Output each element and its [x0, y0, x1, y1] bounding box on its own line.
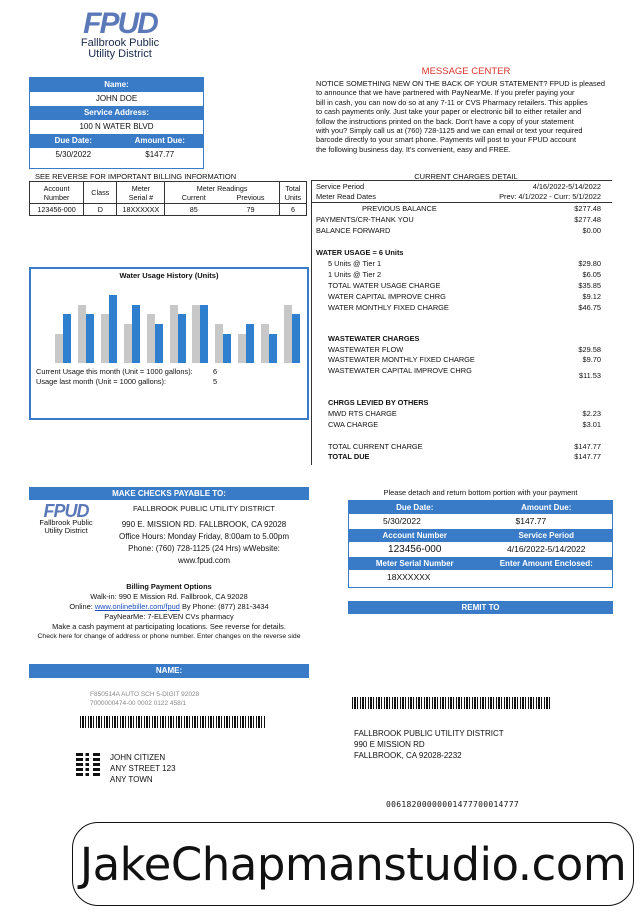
checks-phone: Phone: (760) 728-1125 (24 Hrs) wWebsite: [128, 544, 280, 553]
total-current-label: TOTAL CURRENT CHARGE [328, 442, 423, 451]
balance-forward-label: BALANCE FORWARD [316, 226, 391, 235]
payment-check-here: Check here for change of address or phone number. Enter changes on the reverse side [37, 633, 301, 640]
stub-meter-label: Meter Serial Number [375, 559, 454, 568]
th-account: Account Number [30, 182, 84, 204]
tier1: $29.80 [578, 259, 601, 268]
mailing-line2: 7000000474-00 0002 0122 458/1 [90, 700, 187, 707]
message-line: follow the instructions printed on the back. Don't have a copy of your statement [316, 116, 574, 126]
water-heading: WATER USAGE = 6 Units [316, 248, 404, 257]
stub-row1-values [349, 514, 612, 529]
name-bar: NAME: [29, 664, 309, 678]
stub-due-date: 5/30/2022 [383, 516, 421, 526]
account-box [29, 77, 204, 169]
usage-bar [86, 314, 94, 363]
amount-due-value: $147.77 [145, 150, 175, 159]
detach-note: Please detach and return bottom portion with your payment [383, 488, 578, 497]
remit-line2: 990 E MISSION RD [354, 740, 425, 749]
charges-detail [311, 180, 611, 465]
stub-meter: 18XXXXXX [387, 572, 431, 582]
checks-heading: MAKE CHECKS PAYABLE TO: [29, 487, 309, 500]
tier1-label: 5 Units @ Tier 1 [328, 259, 382, 268]
usage-bar [132, 305, 140, 364]
usage-bar [200, 305, 208, 364]
due-date-label: Due Date: [54, 136, 92, 145]
ww-flow-label: WASTEWATER FLOW [328, 345, 404, 354]
checks-hours: Office Hours: Monday Friday, 8:00am to 5.00pm [118, 532, 289, 541]
stub-service-period-label: Service Period [518, 531, 575, 540]
stub-row3-values [349, 570, 612, 585]
checks-logo [30, 503, 102, 539]
mailing-addr3: ANY TOWN [110, 775, 153, 784]
scanline: 00618200000001477700014777 [386, 800, 520, 809]
payments: $277.48 [574, 215, 601, 224]
stub-row1-header [349, 501, 612, 514]
service-address-label: Service Address: [30, 106, 203, 120]
amount-due-label: Amount Due: [134, 136, 185, 145]
usage-bar [269, 334, 277, 363]
payment-options [29, 582, 309, 642]
stub-due-date-label: Due Date: [396, 503, 434, 512]
payment-online: Online: www.onlinebiller.com/fpud By Phone: (877) 281-3434 [69, 602, 269, 611]
total-due-label: TOTAL DUE [328, 452, 370, 461]
message-center-title: MESSAGE CENTER [421, 66, 511, 77]
amount-enclosed-input[interactable] [500, 570, 613, 585]
usage-bar [55, 334, 63, 363]
checks-info [104, 503, 304, 567]
stub-service-period: 4/16/2022-5/14/2022 [507, 544, 586, 554]
message-line: with you? Simply call us at (760) 728-1125 and we can email or text your required [316, 126, 583, 136]
charges-heading: CURRENT CHARGES DETAIL [414, 172, 518, 181]
capital-label: WATER CAPITAL IMPROVE CHRG [328, 292, 446, 301]
monthly-fixed: $46.75 [578, 303, 601, 312]
usage-bar [238, 334, 246, 363]
ww-capital: $11.53 [578, 371, 601, 380]
previous-balance: $277.48 [574, 204, 601, 213]
message-line: NOTICE SOMETHING NEW ON THE BACK OF YOUR STATEMENT? FPUD is pleased [316, 79, 605, 88]
ww-capital-label: WASTEWATER CAPITAL IMPROVE CHRG [328, 366, 472, 375]
service-period-value: 4/16/2022-5/14/2022 [532, 182, 601, 191]
stub-row2-header [349, 529, 612, 542]
remit-address [354, 728, 504, 761]
logo-letters: FPUD [83, 7, 157, 40]
tier2: $6.05 [582, 270, 601, 279]
usage-bar [170, 305, 178, 364]
stub-account-label: Account Number [382, 531, 447, 540]
mwd: $2.23 [582, 409, 601, 418]
tier2-label: 1 Units @ Tier 2 [328, 270, 382, 279]
usage-bar [284, 305, 292, 364]
billing-info-heading: SEE REVERSE FOR IMPORTANT BILLING INFORMATION [35, 172, 237, 181]
checks-logo-line2: Utility District [44, 526, 88, 535]
last-usage-label: Usage last month (Unit = 1000 gallons): [36, 377, 167, 386]
capital: $9.12 [582, 292, 601, 301]
usage-bar [109, 295, 117, 363]
service-period-label: Service Period [316, 182, 365, 191]
th-meter: Meter Serial # [117, 182, 165, 204]
cwa: $3.01 [582, 420, 601, 429]
ww-monthly-label: WASTEWATER MONTHLY FIXED CHARGE [328, 355, 475, 364]
checks-address: 990 E. MISSION RD. FALLBROOK, CA 92028 [121, 520, 287, 529]
payments-label: PAYMENTS/CR-THANK YOU [316, 215, 414, 224]
stub-box [348, 500, 613, 588]
payment-walkin: Walk-in: 990 E Mission Rd. Fallbrook, CA 92028 [90, 592, 248, 601]
logo-line2: Utility District [88, 48, 152, 60]
usage-bar [178, 314, 186, 363]
qr-code-icon [76, 752, 100, 776]
remit-to-bar: REMIT TO [348, 601, 613, 614]
due-value-row [30, 148, 203, 162]
usage-bar [101, 314, 109, 363]
usage-bar [261, 324, 269, 363]
payment-cash: Make a cash payment at participating locations. See reverse for details. [52, 622, 286, 631]
message-line: barcode directly to your smart phone. Payments will post to your FPUD account [316, 135, 577, 145]
usage-bar [78, 305, 86, 364]
mailing-barcode [80, 716, 266, 728]
remit-barcode [352, 697, 552, 709]
due-date-value: 5/30/2022 [55, 150, 92, 159]
usage-bar [246, 324, 254, 363]
mailing-address [110, 752, 176, 785]
total-current: $147.77 [574, 442, 601, 451]
checks-name: FALLBROOK PUBLIC UTILITY DISTRICT [132, 504, 276, 513]
td-class: D [84, 204, 117, 216]
cwa-label: CWA CHARGE [328, 420, 379, 429]
name-label: Name: [30, 78, 203, 92]
usage-bar [192, 305, 200, 364]
chart-plot [53, 285, 305, 363]
payment-options-heading: Billing Payment Options [126, 582, 212, 591]
td-serial: 18XXXXXX [117, 204, 165, 216]
mailing-addr2: ANY STREET 123 [110, 764, 176, 773]
message-line: to cash payments only. Just take your paper or electronic bill to either retailer and [316, 107, 582, 117]
online-biller-link[interactable]: www.onlinebiller.com/fpud [94, 602, 180, 611]
stub-amount-due-label: Amount Due: [521, 503, 572, 512]
checks-website: www.fpud.com [177, 556, 231, 565]
message-line: the following business day. It's convenient, easy and FREE. [316, 144, 511, 154]
logo-line1: Fallbrook Public [80, 37, 160, 49]
mwd-label: MWD RTS CHARGE [328, 409, 397, 418]
watermark-text: JakeChapmanstudio.com [79, 837, 627, 891]
usage-bar [63, 314, 71, 363]
message-center [316, 66, 616, 154]
billing-table [29, 181, 307, 216]
name-value: JOHN DOE [95, 94, 138, 103]
meter-read-value: Prev: 4/1/2022 - Curr: 5/1/2022 [499, 192, 601, 201]
current-usage-value: 6 [213, 367, 218, 376]
mailing-line1: F850514A AUTO SCH 5-DIGIT 92028 [90, 691, 200, 698]
previous-balance-label: PREVIOUS BALANCE [362, 204, 437, 213]
others-heading: CHRGS LEVIED BY OTHERS [328, 398, 429, 407]
total-due: $147.77 [574, 452, 601, 461]
meter-read-label: Meter Read Dates [316, 192, 376, 201]
ww-heading: WASTEWATER CHARGES [328, 334, 420, 343]
stub-enclosed-label: Enter Amount Enclosed: [499, 559, 593, 568]
mailing-addr1: JOHN CITIZEN [110, 753, 166, 762]
current-usage-label: Current Usage this month (Unit = 1000 gallons): [36, 367, 193, 376]
chart-title: Water Usage History (Units) [119, 271, 219, 280]
th-total: Total Units [279, 182, 306, 204]
stub-row3-header [349, 557, 612, 570]
stub-account: 123456-000 [388, 544, 442, 555]
checks-logo-letters: FPUD [43, 501, 89, 521]
usage-bar [215, 324, 223, 363]
remit-line1: FALLBROOK PUBLIC UTILITY DISTRICT [354, 729, 504, 738]
ww-monthly: $9.70 [582, 355, 601, 364]
usage-bar [223, 334, 231, 363]
payment-paynearme: PayNearMe: 7-ELEVEN CVs pharmacy [104, 612, 234, 621]
stub-amount-due: $147.77 [515, 516, 547, 526]
total-usage: $35.85 [578, 281, 601, 290]
usage-bar [155, 324, 163, 363]
last-usage-value: 5 [213, 377, 218, 386]
th-class: Class [84, 182, 117, 204]
td-units: 6 [279, 204, 306, 216]
ww-flow: $29.58 [578, 345, 601, 354]
balance-forward: $0.00 [582, 226, 601, 235]
usage-bar [124, 324, 132, 363]
remit-line3: FALLBROOK, CA 92028-2232 [354, 751, 462, 760]
stub-row2-values [349, 542, 612, 557]
checks-logo-line1: Fallbrook Public [39, 518, 93, 527]
usage-bar [147, 314, 155, 363]
due-header-row [30, 134, 203, 148]
td-account: 123456-000 [30, 204, 84, 216]
service-address-value: 100 N WATER BLVD [79, 122, 154, 131]
total-usage-label: TOTAL WATER USAGE CHARGE [328, 281, 441, 290]
message-line: to announce that we have partnered with PayNearMe. If you prefer paying your [316, 88, 575, 98]
fpud-logo [62, 7, 178, 60]
monthly-fixed-label: WATER MONTHLY FIXED CHARGE [328, 303, 449, 312]
td-readings: 85 79 [165, 204, 280, 216]
th-readings: Meter Readings Current Previous [165, 182, 280, 204]
usage-chart-box [29, 267, 309, 420]
usage-bar [292, 314, 300, 363]
mailing-codes [90, 690, 199, 708]
watermark-banner [72, 822, 634, 906]
message-line: bill in cash, you can now do so at any 7-11 or CVS Pharmacy retailers. This applies [316, 97, 588, 107]
message-center-body [316, 79, 616, 154]
